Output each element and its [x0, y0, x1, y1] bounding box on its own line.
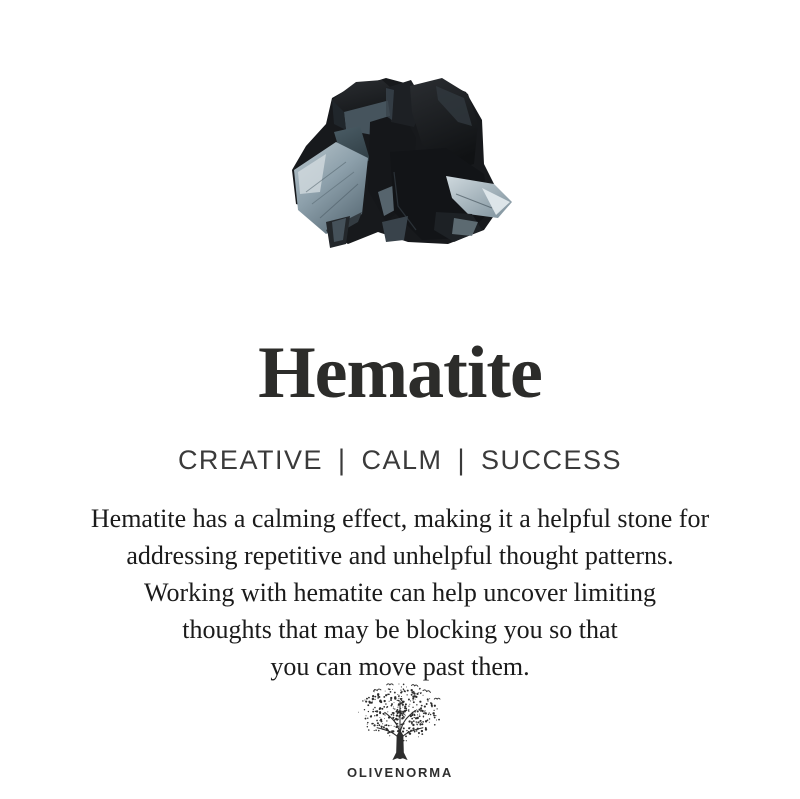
keyword-strip	[0, 444, 800, 476]
brand-block	[0, 682, 800, 780]
olive-tree-logo-icon	[350, 682, 450, 762]
separator-bar: |	[337, 444, 347, 476]
brand-name: OLIVENORMA	[346, 765, 454, 780]
description-line: Hematite has a calming effect, making it a helpful stone for	[90, 504, 710, 533]
description-line: addressing repetitive and unhelpful thought patterns.	[126, 541, 674, 570]
page-title: Hematite	[258, 332, 542, 414]
description-line: Working with hematite can help uncover limiting	[143, 578, 656, 607]
keyword-calm: CALM	[361, 445, 443, 475]
description-text	[0, 500, 800, 685]
separator-bar: |	[457, 444, 467, 476]
keyword-creative: CREATIVE	[177, 445, 323, 475]
keyword-success: SUCCESS	[481, 445, 623, 475]
hematite-crystal-image	[286, 72, 522, 252]
description-line: thoughts that may be blocking you so that	[182, 615, 618, 644]
description-line: you can move past them.	[270, 652, 530, 681]
